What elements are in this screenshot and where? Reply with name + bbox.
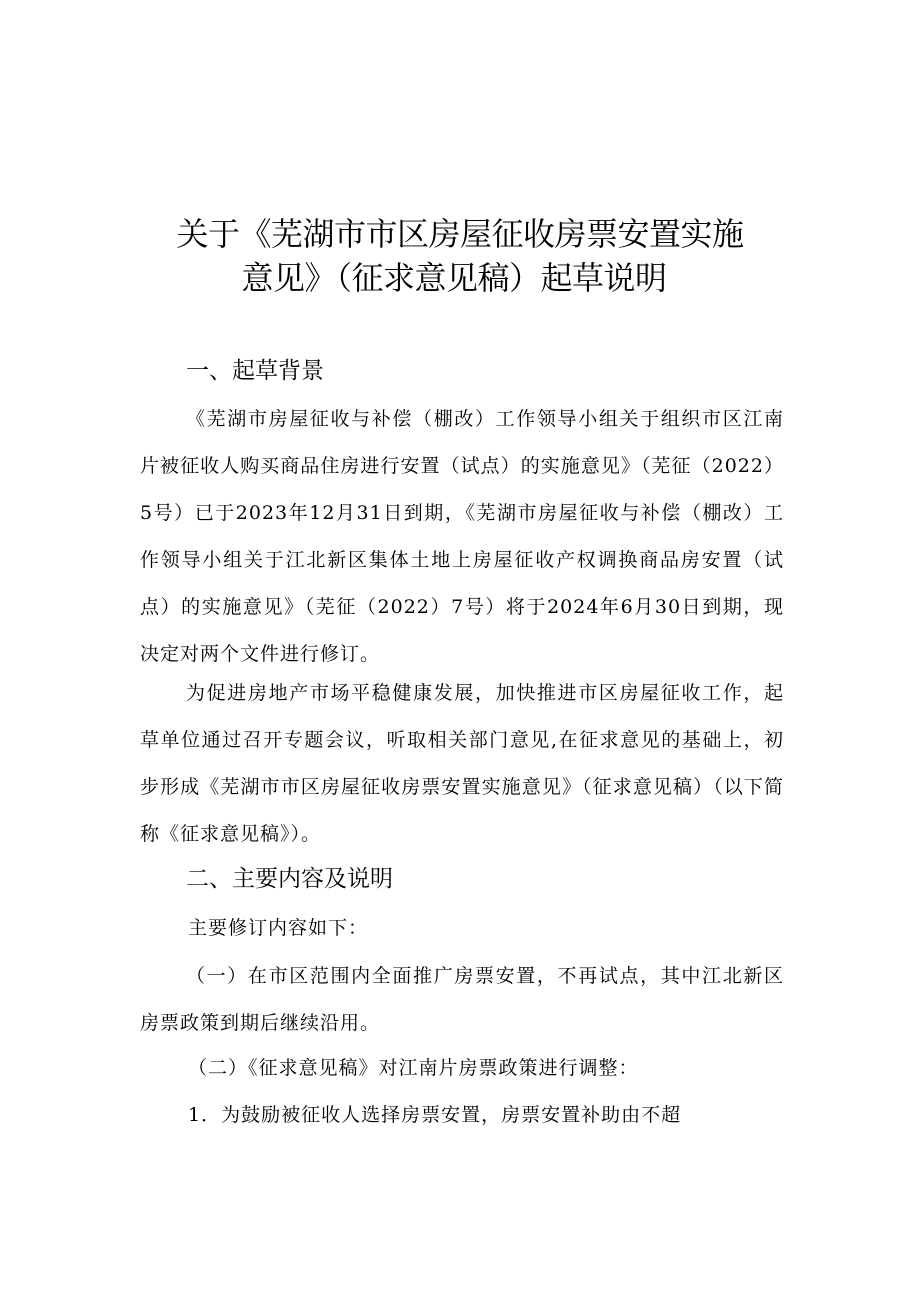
paragraph-background: 《芜湖市房屋征收与补偿（棚改）工作领导小组关于组织市区江南片被征收人购买商品住房进行安置（试点）的实施意见》（芜征（2022）5号）已于2023年12月31日到期，《芜湖市房屋征收与补偿（棚改）工作领导小组关于江北新区集体土地上房屋征收产权调换商品房安置（试点）的实施意见》（芜征（2022）7号）将于2024年6月30日到期，现决定对两个文件进行修订。 [140,408,784,665]
list-item-1: （一）在市区范围内全面推广房票安置，不再试点，其中江北新区房票政策到期后继续沿用。 [140,965,784,1034]
section-heading-content: 二、主要内容及说明 [186,866,393,892]
list-item-2: （二）《征求意见稿》对江南片房票政策进行调整： [188,1057,639,1079]
content-intro: 主要修订内容如下： [188,917,369,939]
document-title-line-2: 意见》（征求意见稿）起草说明 [241,259,667,297]
list-item-3: 1．为鼓励被征收人选择房票安置，房票安置补助由不超 [188,1104,682,1126]
paragraph-purpose: 为促进房地产市场平稳健康发展，加快推进市区房屋征收工作，起草单位通过召开专题会议，听取相关部门意见,在征求意见的基础上，初步形成《芜湖市市区房屋征收房票安置实施意见》（征求意见稿）（以下简称《征求意见稿》）。 [140,682,784,845]
section-heading-background: 一、起草背景 [186,358,324,384]
document-title-line-1: 关于《芜湖市市区房屋征收房票安置实施 [176,215,744,253]
